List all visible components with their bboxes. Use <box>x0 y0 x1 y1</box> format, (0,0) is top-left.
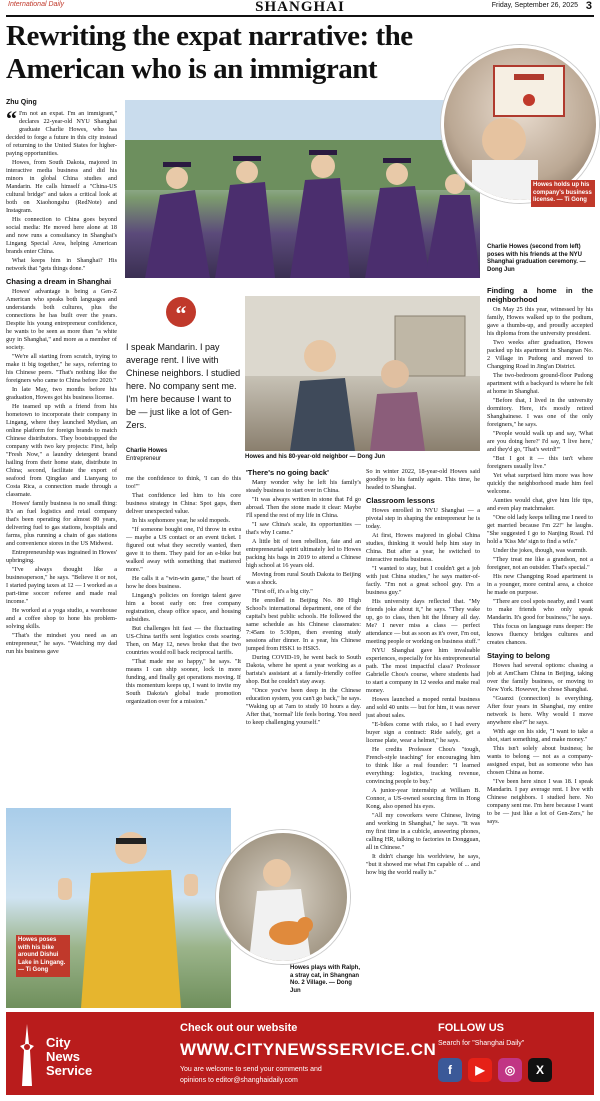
paragraph: He worked at a yoga studio, a warehouse and a coffee shop to hone his problem-solving skills. <box>6 607 117 630</box>
follow-us-heading: FOLLOW US <box>438 1022 504 1034</box>
paragraph: Howes' family business is no small thing: It's an fuel logistics and retail company that's been operating for almost 80 years, delivering fuel to gas stations, hospitals and farms, plus running a chain of gas stations and convenience stores in the US Midwest. <box>6 500 117 547</box>
caption-neighbor: Howes and his 80-year-old neighbor — Dong Jun <box>245 454 386 460</box>
paragraph: His university days reflected that. "My friends joke about it," he says. "They wake up, go to class, then hit the library all day. Me? I never miss a class — perfect attendance — but as soon as it's over, I'm out, meeting people or working on business stuff." <box>366 598 480 645</box>
lead-paragraph: “ I'm not an expat. I'm an immigrant," declares 22-year-old NYU Shanghai graduate Charlie Howes, who has decided to forge a future in this city instead of returning to the United States for higher-paying opportunities. <box>6 110 117 157</box>
x-icon[interactable]: X <box>528 1058 552 1082</box>
footer-banner <box>6 1012 594 1095</box>
facebook-icon[interactable]: f <box>438 1058 462 1082</box>
paragraph: "E-bikes come with risks, so I had every buyer sign a contract: Ride safely, get a license plate, wear a helmet," he says. <box>366 721 480 744</box>
paragraph: "That made me so happy," he says. "It means I can ship sooner, lock in more funding, and finally get operations moving. If this momentum keeps up, I want to invite my South Dakota's global trade promotion organization over for a mission." <box>126 658 241 705</box>
license-illustration <box>444 48 596 200</box>
bike-illustration <box>6 808 231 1008</box>
masthead <box>0 0 600 14</box>
paragraph: At first, Howes majored in global China studies, thinking it would help him stay in China. But after a year, he switched to interactive media business. <box>366 532 480 563</box>
paragraph: Howes' advantage is being a Gen-Z American who speaks both languages and understands both cultures, plus the connections he has built over the years. Despite his young entrepreneur confidence, he wants to be seen as more than "a white guy in Shanghai," and more as a member of society. <box>6 288 117 351</box>
paragraph: His new Changping Road apartment is in a younger, more central area, a choice he made on purpose. <box>487 573 593 596</box>
paragraph: "I saw China's scale, its opportunities — that's why I came." <box>246 521 361 536</box>
feedback-text: You are welcome to send your comments and opinions to editor@shanghaidaily.com <box>180 1066 322 1084</box>
paragraph: Lingang's policies on foreign talent gave him a boost early on: free company registration, cheap office space, and housing subsidies. <box>126 592 241 623</box>
paragraph: "Once you've been deep in the Chinese education system, you can't go back," he says. "Waking up at 7am to study 10 hours a day. After that, 'normal' life feels boring. You need to keep challenging yourself." <box>246 687 361 726</box>
paragraph: "I've always thought like a businessperson," he says. "Believe it or not, I started paying taxes at 12 — I worked as a part-time soccer referee and made real income." <box>6 566 117 605</box>
pull-quote-role: Entrepreneur <box>126 456 162 462</box>
paragraph: Many wonder why he left his family's steady business to start over in China. <box>246 479 361 494</box>
graduation-photo <box>125 100 480 278</box>
subheading: Chasing a dream in Shanghai <box>6 277 112 286</box>
paragraph: "First off, it's a big city." <box>252 588 313 595</box>
neighbor-photo <box>245 296 480 451</box>
paragraph: In his sophomore year, he sold mopeds. <box>132 517 231 524</box>
paragraph: me the confidence to think, 'I can do this too!'" <box>126 475 241 490</box>
logo-text: City News Service <box>46 1035 93 1078</box>
caption-license: Howes holds up his company's business license. — Ti Gong <box>531 180 595 207</box>
paragraph: This focus on language runs deeper: He knows fluency bridges cultures and creates chances. <box>487 623 593 646</box>
paragraph: That confidence led him to his core business strategy in China: Spot gaps, then deliver unexpected value. <box>126 492 241 515</box>
article-column-1 <box>6 110 117 655</box>
paragraph: Moving from rural South Dakota to Beijing was a shock. <box>246 571 361 586</box>
paragraph: His connection to China goes beyond social media: He moved here alone at 18 and now runs a consultancy in Shanghai's Lingang Special Area, helping American brands enter China. <box>6 216 117 255</box>
paragraph: He teamed up with a friend from his hometown to incorporate their company in Lingang, where they launched Mydian, an online platform for foreign brands to match Chinese distributors. They bootstrapped the company with two key projects: First, help "Fresh Now," a laundry detergent brand hailing from their home state, distribute in China; second, facilitate the export of seafood from Qingdao and Lianyang to Costa Rica, a connection made through a classmate. <box>6 403 117 498</box>
paragraph: "People would walk up and say, 'What are you doing here?' I'd say, 'I live here,' and they'd go, 'That's weird!'" <box>487 430 593 453</box>
caption-cat: Howes plays with Ralph, a stray cat, in Shangnan No. 2 Village. — Dong Jun <box>290 965 361 994</box>
article-column-5 <box>487 286 593 1008</box>
cat-photo <box>216 830 350 964</box>
quote-icon: “ <box>166 297 196 327</box>
paragraph: Two weeks after graduation, Howes packed up his apartment in Shangnan No. 2 Village in Pudong and moved to Changping Road in Jing'an District. <box>487 339 593 370</box>
article-column-3 <box>246 468 361 838</box>
paragraph: Howes, from South Dakota, majored in interactive media business and did his minors in global China studies and Mandarin. He calls himself a "China-US cultural bridge" and takes a critical look at both on Xiaohongshu (RedNote) and Instagram. <box>6 159 117 214</box>
drop-quote-mark: “ <box>6 110 17 131</box>
pull-quote <box>126 297 241 467</box>
paragraph: "But I got it — this isn't where foreigners usually live." <box>487 455 593 470</box>
masthead-publication: International Daily <box>8 1 65 8</box>
article-column-4 <box>366 468 480 1008</box>
paragraph: "Guanxi (connection) is everything. After four years in Shanghai, my entire network is here. Why would I move anywhere else?" he says. <box>487 695 593 726</box>
paragraph: Aunties would chat, give him life tips, and even play matchmaker. <box>487 497 593 512</box>
paragraph: In late May, two months before his graduation, Howes got his business license. <box>6 386 117 401</box>
website-link[interactable]: WWW.CITYNEWSSERVICE.CN <box>180 1040 437 1059</box>
paragraph: A little bit of teen rebellion, fate and an entrepreneurial spirit ultimately led to Howes packing his bags in 2019 to attend a Chinese high school at 16 years old. <box>246 538 361 569</box>
paragraph: So in winter 2022, 18-year-old Howes said goodbye to his family again. This time, he headed to Shanghai. <box>366 468 480 491</box>
paragraph: "I wanted to stay, but I couldn't get a job with just China studies," he says matter-of-factly. "I'm not a great school guy. I'm a business guy." <box>366 565 480 596</box>
paragraph: "I've been here since I was 18. I speak Mandarin. I pay average rent. I live with Chinese neighbors. I studied here. No company sent me. I'm here because I want to be — just like a lot of Gen-Zers," he says. <box>487 778 593 825</box>
subheading: 'There's no going back' <box>246 468 329 477</box>
paragraph: Howes launched a moped rental business and sold 40 units — but for him, it was never just about sales. <box>366 696 480 719</box>
paragraph: He enrolled in Beijing No. 80 High School's international department, one of the capital's best public schools. He followed the same schedule as his Chinese classmates: 7:45am to 5:30pm, then evening study sessions after dinner. In a year, his Chinese jumped from HSK1 to HSK5. <box>246 597 361 652</box>
paragraph: A junior-year internship at William B. Connor, a US-owned sourcing firm in Hong Kong, also opened his eyes. <box>366 787 480 810</box>
paragraph: "We're all starting from scratch, trying to make it big together," he says, referring to his Chinese peers. "That's nothing like the foreigners who came to China before 2020." <box>6 353 117 384</box>
article-column-2 <box>126 475 241 805</box>
paragraph: Yet what surprised him more was how quickly the neighborhood made him feel welcome. <box>487 472 593 495</box>
paragraph: "If someone bought one, I'd throw in extra — maybe a US contact or an event ticket. I figured out what they secretly wanted, then gave it to them. They paid for an e-bike but walked away with something that mattered more." <box>126 526 241 573</box>
paragraph: "That's the mindset you need as an entrepreneur," he says. "Watching my dad run his business gave <box>6 632 117 655</box>
paragraph: During COVID-19, he went back to South Dakota, where he spent a year working as a barista's assistant at a family-friendly coffee shop. But he couldn't stay away. <box>246 654 361 685</box>
paragraph: This isn't solely about business; he wants to belong — not as a company-assigned expat, but as someone who has chosen China as home. <box>487 745 593 776</box>
paragraph: Howes enrolled in NYU Shanghai — a pivotal step in shaping the entrepreneur he is today. <box>366 507 480 530</box>
paragraph: "It was always written in stone that I'd go abroad. Then the stone made it clear: Maybe I'll spend the rest of my life in China. <box>246 496 361 519</box>
paragraph: With age on his side, "I want to take a shot, start something, and make money." <box>487 728 593 743</box>
headline: Rewriting the expat narrative: the American who is an immigrant <box>6 20 413 85</box>
paragraph: Under the jokes, though, was warmth. <box>493 547 588 554</box>
neighbor-illustration <box>245 296 480 451</box>
paragraph: "Before that, I lived in the university dormitory. Here, it's mostly retired Shanghainese. I was one of the only foreigners," he says. <box>487 397 593 428</box>
paragraph: "There are cool spots nearby, and I want to make friends who only speak Mandarin. It's good for business," he says. <box>487 598 593 621</box>
section-title: SHANGHAI <box>255 0 345 15</box>
youtube-icon[interactable]: ▶ <box>468 1058 492 1082</box>
masthead-rule <box>6 15 594 17</box>
pull-quote-text: I speak Mandarin. I pay average rent. I live with Chinese neighbors. I studied here. No company sent me. I'm here because I want to be — just like a lot of Gen-Zers. <box>126 342 241 430</box>
instagram-icon[interactable]: ◎ <box>498 1058 522 1082</box>
caption-graduation: Charlie Howes (second from left) poses with his friends at the NYU Shanghai graduation ceremony. — Dong Jun <box>487 244 586 273</box>
paragraph: The two-bedroom ground-floor Pudong apartment with a backyard is where he felt at home in Shanghai. <box>487 372 593 395</box>
page-number: 3 <box>585 0 592 12</box>
paragraph: NYU Shanghai gave him invaluable experiences, especially for his entrepreneurial path. The most impactful class? Professor Gabrielle Chou's course, where students had to start a company in 12 weeks and make real money. <box>366 647 480 694</box>
subheading: Staying to belong <box>487 651 550 660</box>
paragraph: He credits Professor Chou's "tough, French-style teaching" for encouraging him to think like a real founder: "I learned everything: logistics, tracking revenue, convincing people to buy." <box>366 746 480 785</box>
byline: Zhu Qing <box>6 99 37 106</box>
paragraph: Howes had several options: chasing a job at AmCham China in Beijing, taking over the family business, or moving to New York. However, he chose Shanghai. <box>487 662 593 693</box>
bike-photo <box>6 808 231 1008</box>
cat-illustration <box>219 833 347 961</box>
paragraph: But challenges hit fast — the fluctuating US-China tariffs sent logistics costs soaring. Then, on May 12, news broke that the two countries would roll back reciprocal tariffs. <box>126 625 241 656</box>
paragraph: "They treat me like a grandson, not a foreigner, not an outsider. That's special." <box>487 556 593 571</box>
pull-quote-name: Charlie Howes <box>126 448 168 454</box>
social-search-hint: Search for "Shanghai Daily" <box>438 1040 525 1047</box>
pull-quote-attribution <box>126 447 167 463</box>
paragraph: He calls it a "win-win game," the heart of how he does business. <box>126 575 241 590</box>
issue-date: Friday, September 26, 2025 <box>491 2 578 9</box>
website-callout: Check out our website <box>180 1022 298 1034</box>
tower-icon <box>16 1024 38 1086</box>
caption-bike: Howes poses with his bike around Dishui Lake in Lingang. — Ti Gong <box>16 935 70 977</box>
subheading: Classroom lessons <box>366 496 435 505</box>
paragraph: Entrepreneurship was ingrained in Howes' upbringing. <box>6 549 117 564</box>
city-news-service-logo <box>16 1022 126 1087</box>
paragraph: It didn't change his worldview, he says, "but it showed me what I'm capable of ... and how big the world really is." <box>366 853 480 876</box>
paragraph: On May 25 this year, witnessed by his family, Howes walked up to the podium, gave a thumbs-up, and proudly accepted his diploma from the university president. <box>487 306 593 337</box>
subheading: Finding a home in the neighborhood <box>487 286 593 304</box>
paragraph: What keeps him in Shanghai? His network that "gets things done." <box>6 257 117 272</box>
paragraph: "One old lady keeps telling me I need to get married because I'm 22!" he laughs. "She suggested I go to Nanjing Road. I'd hold a 'Kiss Me' sign to find a wife." <box>487 514 593 545</box>
paragraph: "All my coworkers were Chinese, living and working in Shanghai," he says. "It was my first time in a cubicle, answering phones, calling HR, talking to factories in Dongguan, all in Chinese." <box>366 812 480 851</box>
graduation-illustration <box>125 100 480 278</box>
